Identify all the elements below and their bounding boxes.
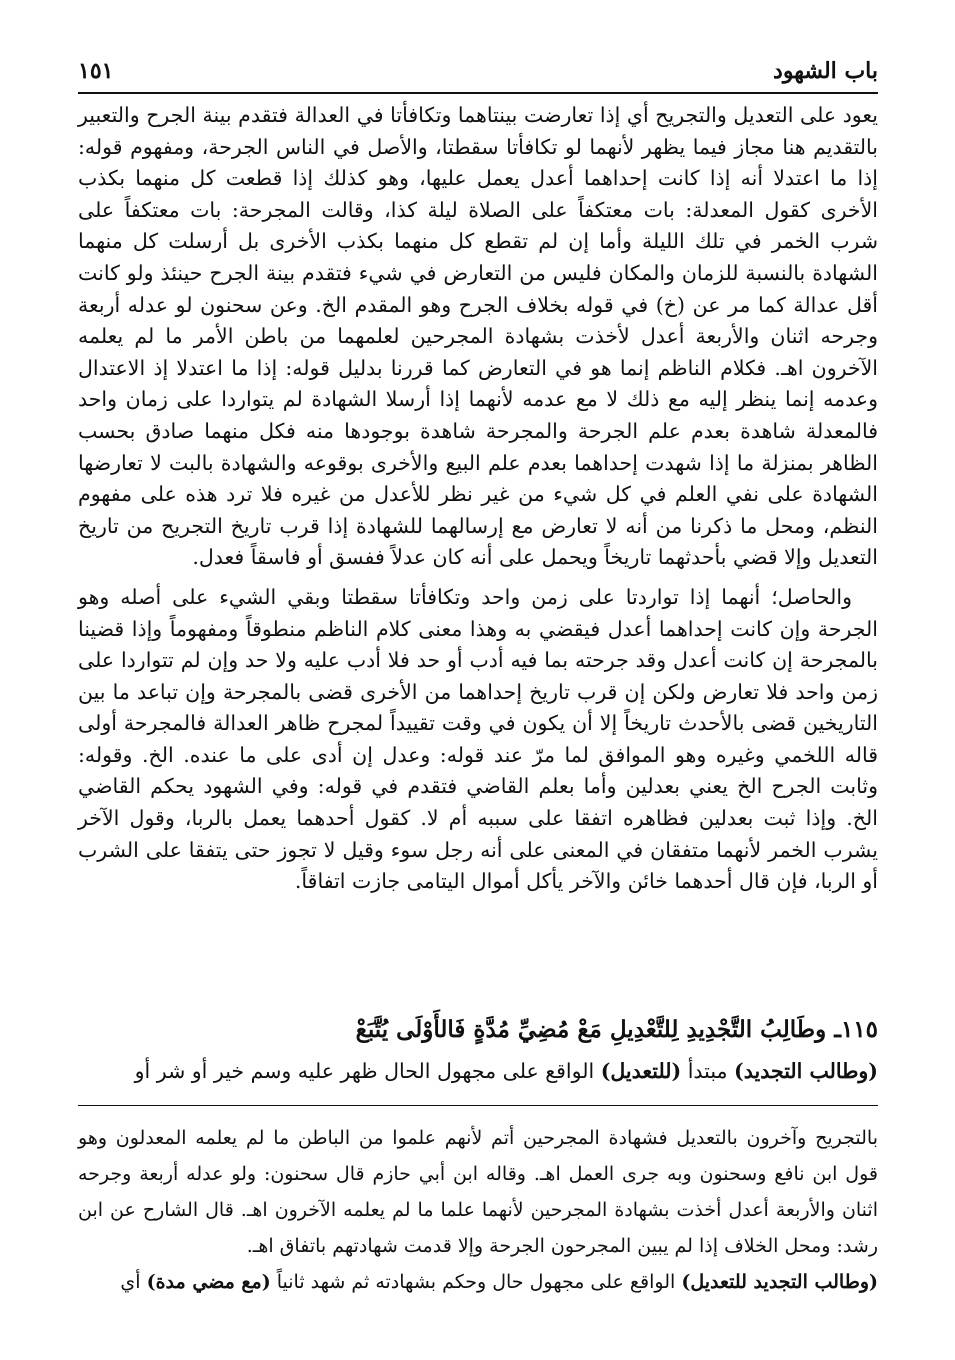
footnote-divider	[78, 1105, 878, 1106]
commentary-text-1: مبتدأ	[681, 1059, 735, 1083]
main-text	[78, 100, 878, 898]
page-number: ١٥١	[78, 58, 114, 84]
chapter-title: باب الشهود	[773, 58, 878, 84]
paragraph-2: والحاصل؛ أنهما إذا تواردتا على زمن واحد وتكافأتا سقطتا وبقي الشيء على أصله وهو الجرحة وإن كانت إحداهما أعدل فيقضي به وهذا معنى كلام الناظم منطوقاً ومفهوماً وإذا قضينا بالمجرحة إن كانت أعدل وقد جرحته بما فيه أدب أو حد فلا أدب عليه ولا حد وإن لم تتواردا على زمن واحد فلا تعارض ولكن إن قرب تاريخ إحداهما من الأخرى قضى بالمجرحة وإن تباعد ما بين التاريخين قضى بالأحدث تاريخاً إلا أن يكون في وقت تقييداً لمجرح ظاهر العدالة فالمجرحة أولى قاله اللخمي وغيره وهو الموافق لما مرّ عند قوله: وعدل إن أدى على ما عنده. الخ. وقوله: وثابت الجرح الخ يعني بعدلين وأما بعلم القاضي فتقدم في قوله: وفي الشهود يحكم القاضي الخ. وإذا ثبت بعدلين فظاهره اتفقا على سببه أم لا. كقول أحدهما يعمل بالربا، وقول الآخر يشرب الخمر لأنهما متفقان في المعنى على أنه رجل سوء وقيل لا تجوز حتى يتفقا على الشرب أو الربا، فإن قال أحدهما خائن والآخر يأكل أموال اليتامى جازت اتفاقاً.	[78, 584, 878, 894]
footnote-text-2: الواقع على مجهول حال وحكم بشهادته ثم شهد ثانياً	[270, 1271, 682, 1293]
commentary-term-1: (وطالب التجديد)	[734, 1059, 878, 1083]
header-divider	[78, 92, 878, 94]
page-header	[78, 40, 878, 84]
footnote-text: بالتجريح وآخرون بالتعديل فشهادة المجرحين أتم لأنهم علموا من الباطن ما لم يعلمه المعدلون وهو قول ابن نافع وسحنون وبه جرى العمل اهـ. وقاله ابن أبي حازم قال سحنون: ولو عدله أربعة وجرحه اثنان والأربعة أعدل أخذت بشهادة المجرحين لأنهما علما ما لم يعلمه الآخرون اهـ. قال الشارح عن ابن رشد: ومحل الخلاف إذا لم يبين المجرحون الجرحة وإلا قدمت شهادتهم باتفاق اهـ.	[78, 1127, 878, 1257]
footnote-block	[78, 1120, 878, 1300]
verse-commentary	[78, 1056, 878, 1087]
commentary-text-2: الواقع على مجهول الحال ظهر عليه وسم خير أو شر أو	[134, 1059, 601, 1083]
footnote-term-2: (مع مضي مدة)	[146, 1271, 271, 1293]
verse-text: ـ وطَالِبُ التَّجْدِيدِ لِلتَّعْدِيلِ مَعْ مُضِيِّ مُدَّةٍ فَالأَوْلَى يُتَّبَعْ	[355, 1016, 841, 1043]
commentary-term-2: (للتعديل)	[600, 1059, 682, 1083]
paragraph-1: يعود على التعديل والتجريح أي إذا تعارضت بينتاهما وتكافأتا في العدالة فتقدم بينة الجرح والتعبير بالتقديم هنا مجاز فيما يظهر لأنهما لو تكافأتا سقطتا، والأصل في الناس الجرحة، ومفهوم قوله: إذا ما اعتدلا أنه إذا كانت إحداهما أعدل يعمل عليها، وهو كذلك إذا قطعت كل منهما بكذب الأخرى كقول المعدلة: بات معتكفاً على الصلاة ليلة كذا، وقالت المجرحة: بات معتكفاً على شرب الخمر في تلك الليلة وأما إن لم تقطع كل منهما بكذب الأخرى بل أرسلت كل منهما الشهادة بالنسبة للزمان والمكان فليس من التعارض في شيء فتقدم بينة الجرح حينئذ ولو كانت أقل عدالة كما مر عن (خ) في قوله بخلاف الجرح وهو المقدم الخ. وعن سحنون لو عدله أربعة وجرحه اثنان والأربعة أعدل لأخذت بشهادة المجرحين لعلمهما من باطن الأمر ما لم يعلمه الآخرون اهـ. فكلام الناظم إنما هو في التعارض كما قررنا بدليل قوله: إذا ما اعتدلا إذ الاعتدال وعدمه إنما ينظر إليه مع ذلك لا مع عدمه لأنهما إذا أرسلا الشهادة لم يتواردا على زمان واحد فالمعدلة شاهدة بعدم علم الجرحة والمجرحة شاهدة بوجودها منه فكل منهما صادق بحسب الظاهر بمنزلة ما إذا شهدت إحداهما بعدم علم البيع والأخرى بوقوعه والشهادة بالبت لا تعارضها الشهادة على نفي العلم في كل شيء من غير نظر للأعدل من غيره فلا ترد هذه على مفهوم النظم، ومحل ما ذكرنا من أنه لا تعارض مع إرسالهما للشهادة إذا قرب تاريخ التجريح من تاريخ التعديل وإلا قضي بأحدثهما تاريخاً ويحمل على أنه كان عدلاً ففسق أو فاسقاً فعدل.	[78, 103, 878, 570]
verse-number: ١١٥	[840, 1016, 878, 1043]
footnote-term-1: (وطالب التجديد للتعديل)	[681, 1271, 878, 1293]
verse-line	[78, 1010, 878, 1050]
footnote-text-3: أي	[120, 1271, 147, 1293]
